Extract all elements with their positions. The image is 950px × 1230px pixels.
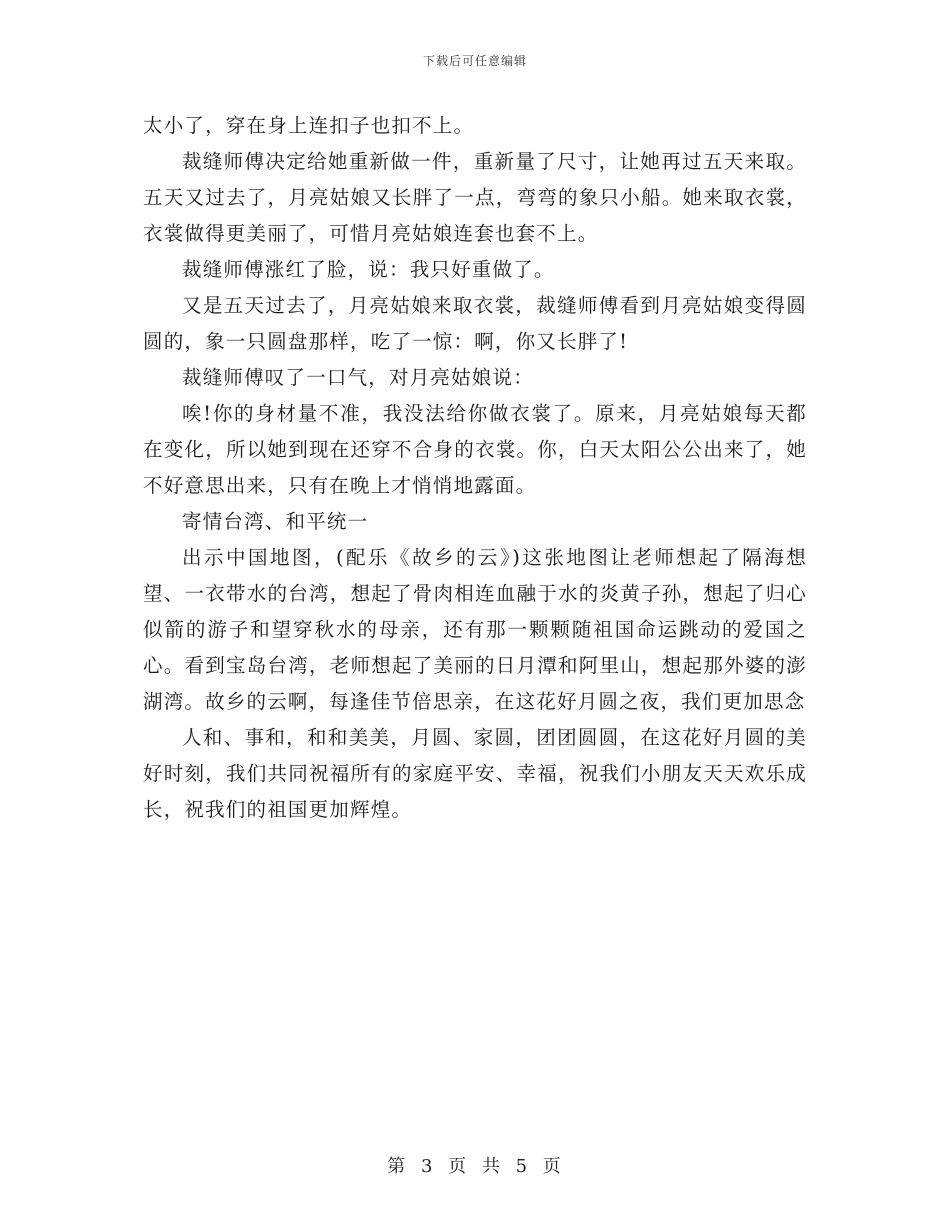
paragraph-1: 太小了，穿在身上连扣子也扣不上。 xyxy=(143,114,475,137)
page-number-footer: 第 3 页 共 5 页 xyxy=(387,1156,563,1177)
paragraph-8: 人和、事和，和和美美，月圆、家圆，团团圆圆，在这花好月圆的美好时刻，我们共同祝福所有的家庭平安、幸福，祝我们小朋友天天欢乐成长，祝我们的祖国更加辉煌。 xyxy=(143,726,807,821)
paragraph-6: 唉!你的身材量不准，我没法给你做衣裳了。原来，月亮姑娘每天都在变化，所以她到现在还穿不合身的衣裳。你，白天太阳公公出来了，她不好意思出来，只有在晚上才悄悄地露面。 xyxy=(143,402,807,497)
paragraph-4: 又是五天过去了，月亮姑娘来取衣裳，裁缝师傅看到月亮姑娘变得圆圆的，象一只圆盘那样，吃了一惊：啊，你又长胖了! xyxy=(143,294,807,353)
paragraph-5: 裁缝师傅叹了一口气，对月亮姑娘说： xyxy=(182,366,534,389)
page-header: 下载后可任意编辑 xyxy=(422,54,527,68)
document-body xyxy=(143,108,807,828)
paragraph-2: 裁缝师傅决定给她重新做一件，重新量了尺寸，让她再过五天来取。五天又过去了，月亮姑娘又长胖了一点，弯弯的象只小船。她来取衣裳，衣裳做得更美丽了，可惜月亮姑娘连套也套不上。 xyxy=(143,150,807,245)
section-heading: 寄情台湾、和平统一 xyxy=(182,510,369,533)
paragraph-3: 裁缝师傅涨红了脸，说：我只好重做了。 xyxy=(182,258,555,281)
paragraph-7: 出示中国地图，(配乐《故乡的云》)这张地图让老师想起了隔海想望、一衣带水的台湾，想起了骨肉相连血融于水的炎黄子孙，想起了归心似箭的游子和望穿秋水的母亲，还有那一颗颗随祖国命运跳动的爱国之心。看到宝岛台湾，老师想起了美丽的日月潭和阿里山，想起那外婆的澎湖湾。故乡的云啊，每逢佳节倍思亲，在这花好月圆之夜，我们更加思念 xyxy=(143,546,807,713)
